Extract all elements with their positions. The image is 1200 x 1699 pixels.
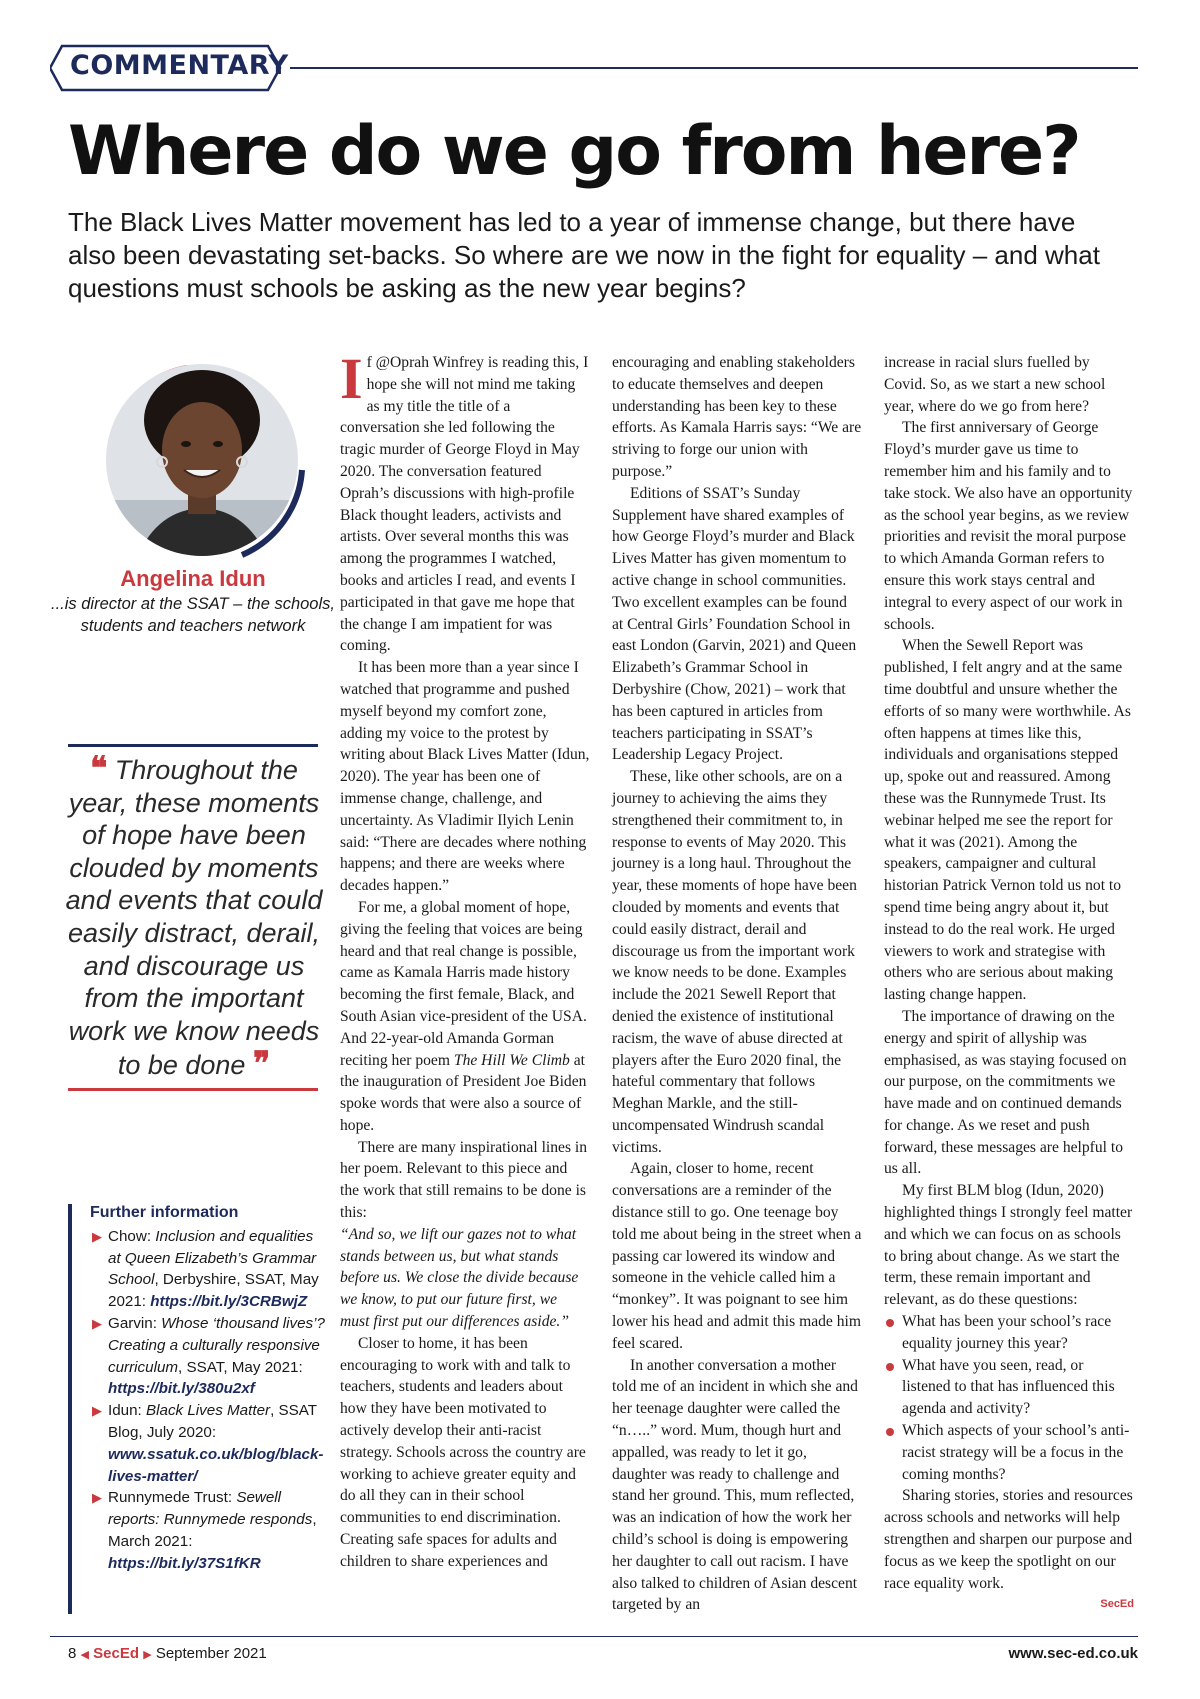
ref-author: Idun: bbox=[108, 1402, 146, 1420]
arrow-right-icon: ▶ bbox=[92, 1490, 102, 1506]
pull-quote-bottom-rule bbox=[68, 1088, 318, 1091]
section-tag bbox=[50, 44, 1138, 92]
poem-title: The Hill We Climb bbox=[453, 1051, 570, 1069]
section-tag-label: COMMENTARY bbox=[70, 50, 289, 81]
footer-left bbox=[68, 1645, 267, 1662]
question-list bbox=[884, 1311, 1134, 1485]
author-photo bbox=[92, 350, 312, 570]
ref-details: , SSAT, May 2021: bbox=[178, 1358, 303, 1376]
ref-link[interactable]: www.ssatuk.co.uk/blog/black-lives-matter/ bbox=[108, 1445, 324, 1485]
body-paragraph: When the Sewell Report was published, I felt angry and at the same time doubtful and unsure whether the efforts of so many were worthwhile. As often happens at times like this, individuals and organisations stepped up, spoke out and reassured. Among these was the Runnymede Trust. Its webinar helped me see the report for what it was (2021). Among the speakers, campaigner and cultural historian Patrick Vernon told us not to spend time being angry about it, but instead to do the real work. He urged viewers to work and strategise with others who are serious about making lasting change happen. bbox=[884, 637, 1131, 1004]
ref-title: Whose ‘thousand lives’? Creating a culturally responsive curriculum bbox=[108, 1314, 325, 1376]
ref-link[interactable]: https://bit.ly/37S1fKR bbox=[108, 1554, 261, 1572]
further-info-item bbox=[90, 1487, 330, 1574]
pull-quote-text: Throughout the year, these moments of hope have been clouded by moments and events that could easily distract, derail, and discourage us from the important work we know needs to be done bbox=[65, 755, 323, 1081]
body-paragraph: There are many inspirational lines in her poem. Relevant to this piece and the work that still remains to be done is this: bbox=[340, 1138, 588, 1222]
body-paragraph: Editions of SSAT’s Sunday Supplement have shared examples of how George Floyd’s murder and Black Lives Matter has given momentum to active change in school communities. Two excellent examples can be found at Central Girls’ Foundation School in east London (Garvin, 2021) and Queen Elizabeth’s Grammar School in Derbyshire (Chow, 2021) – work that has been captured in articles from teachers participating in SSAT’s Leadership Legacy Project. bbox=[612, 484, 857, 764]
body-paragraph bbox=[340, 346, 590, 657]
ref-author: Chow: bbox=[108, 1227, 156, 1245]
footer-brand: SecEd bbox=[93, 1645, 140, 1662]
ref-title: Black Lives Matter bbox=[146, 1402, 271, 1420]
bullet-dot-icon bbox=[886, 1319, 894, 1327]
list-item bbox=[884, 1355, 1134, 1420]
further-info-item bbox=[90, 1226, 330, 1313]
question-text: What have you seen, read, or listened to that has influenced this agenda and activity? bbox=[902, 1356, 1115, 1418]
close-quote-icon: ❞ bbox=[252, 1044, 271, 1083]
ref-link[interactable]: https://bit.ly/380u2xf bbox=[108, 1380, 255, 1398]
ref-title: Inclusion and equalities at Queen Elizabeth’s Grammar School bbox=[108, 1227, 317, 1289]
paragraph-text: at the inauguration of President Joe Biden spoke words that were also a source of hope. bbox=[340, 1051, 587, 1134]
drop-cap: I bbox=[340, 346, 363, 411]
paragraph-text: For me, a global moment of hope, giving the feeling that voices are being heard and that real change is possible, came as Kamala Harris made history becoming the first female, Black, and South Asian vice-president of the USA. And 22-year-old Amanda Gorman reciting her poem bbox=[340, 898, 587, 1069]
body-paragraph: The importance of drawing on the energy and spirit of allyship was emphasised, as was staying focused on our purpose, on the commitments we have made and on continued demands for change. As we reset and push forward, these messages are helpful to us all. bbox=[884, 1007, 1127, 1178]
triangle-left-icon: ◀ bbox=[80, 1649, 89, 1661]
arrow-right-icon: ▶ bbox=[92, 1228, 102, 1244]
body-paragraph: It has been more than a year since I watched that programme and pushed myself beyond my comfort zone, adding my voice to the protest by writing about Black Lives Matter (Idun, 2020). The year has been one of immense change, challenge, and uncertainty. As Vladimir Ilyich Lenin said: “There are decades where nothing happens; and there are weeks where decades happen.” bbox=[340, 659, 590, 895]
author-name: Angelina Idun bbox=[120, 566, 266, 591]
body-column-1 bbox=[340, 346, 590, 1573]
standfirst: The Black Lives Matter movement has led to a year of immense change, but there have also been devastating set-backs. So where are we now in the fight for equality – and what questions must schools be asking as the new year begins? bbox=[68, 207, 1100, 303]
footer-date: September 2021 bbox=[155, 1645, 267, 1662]
bullet-dot-icon bbox=[886, 1428, 894, 1436]
bullet-dot-icon bbox=[886, 1363, 894, 1371]
footer-rule bbox=[50, 1636, 1138, 1637]
ref-details: , SSAT Blog, July 2020: bbox=[108, 1402, 317, 1441]
pull-quote bbox=[60, 749, 328, 1083]
body-paragraph: These, like other schools, are on a journey to achieving the aims they strengthened their commitment to, in response to events of May 2020. This journey is a long haul. Throughout the year, these moments of hope have been clouded by moments and events that could easily distract, derail and discourage us from the important work we know needs to be done. Examples include the 2021 Sewell Report that denied the existence of institutional racism, the wave of abuse directed at players after the Euro 2020 final, the hateful commentary that follows Meghan Markle, and the still-uncompensated Windrush scandal victims. bbox=[612, 768, 857, 1156]
question-text: Which aspects of your school’s anti-racist strategy will be a focus in the coming months? bbox=[902, 1422, 1130, 1483]
further-info-item bbox=[90, 1400, 330, 1487]
body-paragraph: encouraging and enabling stakeholders to educate themselves and deepen understanding has been key to these efforts. As Kamala Harris says: “We are striving to forge our union with purpose.” bbox=[612, 354, 862, 480]
body-paragraph: Closer to home, it has been encouraging to work with and talk to teachers, students and leaders about how they have been motivated to actively develop their anti-racist strategy. Schools across the country are working to achieve greater equity and do all they can in their school communities to end discrimination. Creating safe spaces for adults and children to share experiences and bbox=[340, 1334, 586, 1570]
page-number: 8 bbox=[68, 1645, 77, 1662]
headline: Where do we go from here? bbox=[68, 112, 1080, 191]
further-info-item bbox=[90, 1313, 330, 1400]
ref-author: Garvin: bbox=[108, 1314, 162, 1332]
list-item bbox=[884, 1420, 1134, 1485]
paragraph-text: f @Oprah Winfrey is reading this, I hope she will not mind me taking as my title the title of a conversation she led following the tragic murder of George Floyd in May 2020. The conversation featured Oprah’s discussions with high-profile Black thought leaders, activists and artists. Over several months this was among the programmes I watched, books and articles I read, and events I participated in that gave me hope that the change I am impatient for was coming. bbox=[340, 354, 589, 655]
body-paragraph: The first anniversary of George Floyd’s murder gave us time to remember him and his family and to take stock. We also have an opportunity as the school year begins, as we review priorities and revisit the moral purpose to which Amanda Gorman refers to ensure this work stays central and integral to every aspect of our work in schools. bbox=[884, 419, 1133, 633]
open-quote-icon: ❝ bbox=[90, 749, 108, 787]
arrow-right-icon: ▶ bbox=[92, 1403, 102, 1419]
triangle-right-icon: ▶ bbox=[143, 1649, 152, 1661]
poem-quote: “And so, we lift our gazes not to what stands between us, but what stands before us. We close the divide because we know, to put our future first, we must first put our differences aside.” bbox=[340, 1225, 579, 1331]
body-paragraph: Again, closer to home, recent conversations are a reminder of the distance still to go. One teenage boy told me about being in the street when a passing car lowered its window and someone in the vehicle called him a “monkey”. It was poignant to see him lower his head and admit this made him feel scared. bbox=[612, 1160, 862, 1352]
ref-details: , Derbyshire, SSAT, May 2021: bbox=[108, 1271, 319, 1311]
body-paragraph: Sharing stories, stories and resources across schools and networks will help strengthen and sharpen our purpose and focus as we keep the spotlight on our race equality work. bbox=[884, 1487, 1133, 1592]
body-paragraph: In another conversation a mother told me of an incident in which she and her teenage daughter were called the “n…..” word. Mum, though hurt and appalled, was ready to let it go, daughter was ready to challenge and stand her ground. This, mum reflected, was an indication of how the work her child’s school is doing is empowering her daughter to call out racism. I have also talked to children of Asian descent targeted by an bbox=[612, 1356, 858, 1614]
author-role: ...is director at the SSAT – the schools, students and teachers network bbox=[51, 595, 335, 635]
question-text: What has been your school’s race equality journey this year? bbox=[902, 1313, 1112, 1352]
ref-details: , March 2021: bbox=[108, 1511, 317, 1550]
body-column-3 bbox=[884, 352, 1134, 1616]
further-info-box bbox=[90, 1202, 330, 1575]
further-info-title: Further information bbox=[90, 1204, 239, 1221]
further-info-bar bbox=[68, 1204, 72, 1614]
list-item bbox=[884, 1311, 1134, 1355]
ref-link[interactable]: https://bit.ly/3CRBwjZ bbox=[150, 1293, 308, 1311]
body-paragraph bbox=[340, 897, 590, 1137]
body-paragraph: increase in racial slurs fuelled by Covid. So, as we start a new school year, where do we go from here? bbox=[884, 354, 1106, 415]
arrow-right-icon: ▶ bbox=[92, 1315, 102, 1331]
end-mark: SecEd bbox=[1100, 1598, 1134, 1611]
ref-author: Runnymede Trust: bbox=[108, 1489, 237, 1507]
body-column-2 bbox=[612, 352, 862, 1616]
footer-url[interactable]: www.sec-ed.co.uk bbox=[1008, 1645, 1138, 1662]
pull-quote-top-rule bbox=[68, 744, 318, 747]
body-paragraph: My first BLM blog (Idun, 2020) highlighted things I strongly feel matter and which we can focus on as schools to bring about change. As we start the term, these remain important and relevant, as do these questions: bbox=[884, 1182, 1133, 1309]
section-tag-rule bbox=[290, 67, 1138, 69]
ref-title: Sewell reports: Runnymede responds bbox=[108, 1489, 313, 1529]
